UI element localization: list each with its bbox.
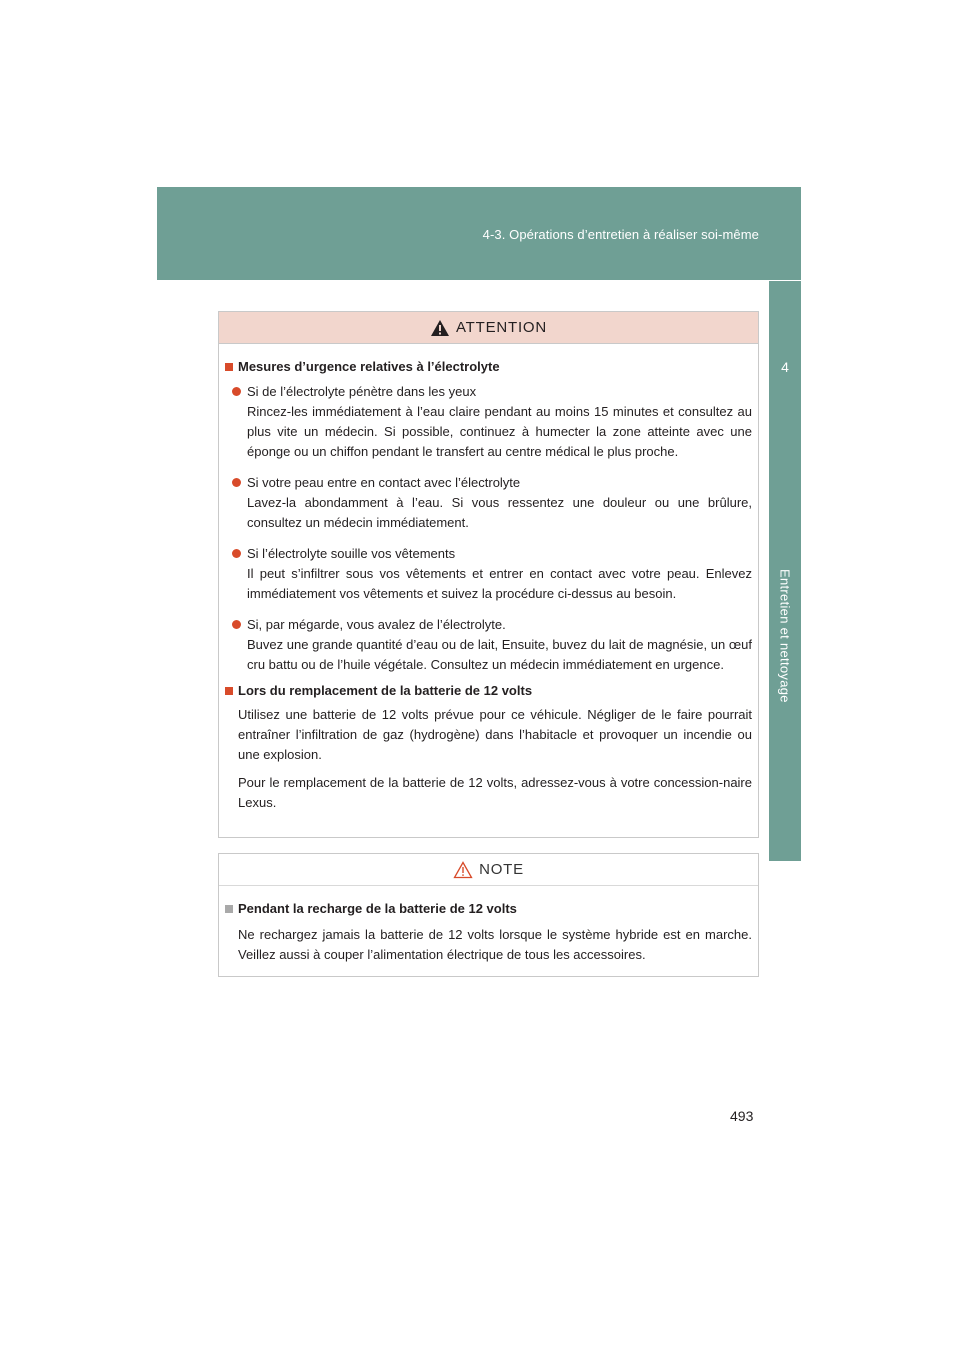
item-title: Si de l’électrolyte pénètre dans les yeux	[247, 384, 477, 399]
item-title: Si votre peau entre en contact avec l’électrolyte	[247, 475, 521, 490]
paragraph: Utilisez une batterie de 12 volts prévue pour ce véhicule. Négliger de le faire pourrait entraîner l’infiltration de gaz (hydrogène) dans l’habitacle et provoquer un incendie ou une explosion.	[238, 707, 752, 762]
section-heading	[225, 899, 752, 919]
round-bullet-icon	[232, 387, 241, 396]
chapter-tab	[769, 281, 801, 861]
round-bullet-icon	[232, 549, 241, 558]
warning-body	[219, 344, 758, 813]
section-title: 4-3. Opérations d’entretien à réaliser soi-même	[482, 227, 759, 242]
item-text: Lavez-la abondamment à l’eau. Si vous ressentez une douleur ou une brûlure, consultez un médecin immédiatement.	[247, 495, 752, 530]
item-title: Si, par mégarde, vous avalez de l’électrolyte.	[247, 617, 506, 632]
chapter-number: 4	[781, 359, 789, 375]
item-title: Si l’électrolyte souille vos vêtements	[247, 546, 456, 561]
item-text: Rincez-les immédiatement à l’eau claire pendant au moins 15 minutes et consultez au plus vite un médecin. Si possible, continuez à humecter la zone atteinte avec une éponge ou un chiffon pendant le transfert au centre médical le plus proche.	[247, 404, 752, 459]
list-item	[225, 544, 752, 604]
note-heading: NOTE	[479, 861, 524, 878]
list-item	[225, 473, 752, 533]
square-bullet-icon	[225, 905, 233, 913]
paragraph: Ne rechargez jamais la batterie de 12 volts lorsque le système hybride est en marche. Veillez aussi à couper l’alimentation électrique de tous les accessoires.	[238, 927, 752, 962]
square-bullet-icon	[225, 363, 233, 371]
list-item	[225, 382, 752, 462]
section-heading-text: Lors du remplacement de la batterie de 12 volts	[238, 683, 533, 698]
warning-header	[219, 312, 758, 344]
note-box	[218, 853, 759, 977]
page-number: 493	[730, 1108, 754, 1124]
note-header	[219, 854, 758, 886]
warning-box	[218, 311, 759, 838]
round-bullet-icon	[232, 478, 241, 487]
caution-icon	[453, 861, 473, 879]
paragraph: Pour le remplacement de la batterie de 12 volts, adressez-vous à votre concession-naire Lexus.	[238, 775, 752, 810]
section-heading	[225, 357, 752, 377]
square-bullet-icon	[225, 687, 233, 695]
section-heading	[225, 681, 752, 701]
warning-heading: ATTENTION	[455, 319, 548, 336]
chapter-label: Entretien et nettoyage	[777, 569, 793, 703]
section-heading-text: Pendant la recharge de la batterie de 12 volts	[238, 901, 517, 916]
chapter-label-wrap	[771, 411, 799, 861]
round-bullet-icon	[232, 620, 241, 629]
list-item	[225, 615, 752, 675]
note-body	[219, 886, 758, 965]
header-band	[157, 187, 801, 280]
item-text: Il peut s’infiltrer sous vos vêtements et entrer en contact avec votre peau. Enlevez immédiatement vos vêtements et suivez la procédure ci-dessus au besoin.	[247, 566, 752, 601]
item-text: Buvez une grande quantité d’eau ou de lait, Ensuite, buvez du lait de magnésie, un œuf cru battu ou de l’huile végétale. Consultez un médecin immédiatement en urgence.	[247, 637, 752, 672]
warning-icon	[430, 319, 450, 337]
section-heading-text: Mesures d’urgence relatives à l’électrolyte	[238, 359, 500, 374]
